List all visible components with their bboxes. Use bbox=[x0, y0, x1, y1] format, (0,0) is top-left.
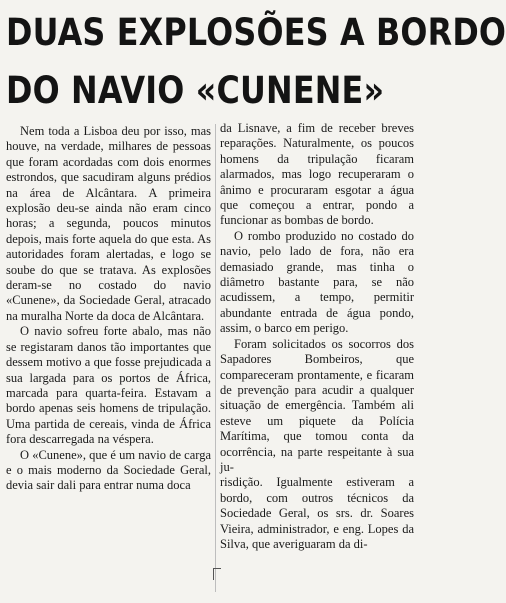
headline-line-2: DO NAVIO «CUNENE» bbox=[6, 69, 385, 112]
article-paragraph-5: Foram solicitados os socorros dos Sapadores Bombeiros, que compareceram prontamente, e ficaram de prevenção para acudir a qualquer situação de emergência. Também ali esteve um piquete da Polícia Marítima, que tomou conta da ocorrência, na parte respeitante à sua ju- bbox=[220, 336, 414, 474]
continuation-bracket bbox=[213, 568, 221, 580]
column-divider bbox=[215, 124, 216, 592]
article-paragraph-4: O rombo produzido no costado do navio, pelo lado de fora, não era demasiado grande, mas tinha o diâmetro bastante para, se não acudissem, a tempo, permitir abundante entrada de água pondo, assim, o barco em perigo. bbox=[220, 228, 414, 336]
article-paragraph-2: O navio sofreu forte abalo, mas não se registaram danos tão importantes que dessem motivo a que fosse prejudicada a sua largada para os portos de África, marcada para quarta-feira. Estavam a bordo apenas seis homens de tripulação. Uma partida de cereais, vinda de África fora descarregada na véspera. bbox=[6, 324, 211, 447]
article-left-column bbox=[6, 124, 211, 494]
article-paragraph-5-continued: risdição. Igualmente estiveram a bordo, com outros técnicos da Sociedade Geral, os srs. dr. Soares Vieira, administrador, e eng. Lopes da Silva, que averiguaram da di- bbox=[220, 475, 414, 551]
article-right-column bbox=[220, 121, 414, 552]
article-paragraph-3-continued: da Lisnave, a fim de receber breves reparações. Naturalmente, os poucos homens da tripulação ficaram alarmados, mas logo recuperaram o ânimo e procuraram esgotar a água que começou a entrar, pondo a funcionar as bombas de bordo. bbox=[220, 121, 414, 228]
headline bbox=[6, 4, 506, 120]
article-paragraph-3: O «Cunene», que é um navio de carga e o mais moderno da Sociedade Geral, devia sair dali para entrar numa doca bbox=[6, 447, 211, 493]
article-paragraph-1: Nem toda a Lisboa deu por isso, mas houve, na verdade, milhares de pessoas que foram acordadas com dois enormes estrondos, que sacudiram alguns prédios na área de Alcântara. A primeira explosão deu-se ainda não eram cinco horas; a segunda, poucos minutos depois, mais forte aquela do que esta. As autoridades foram alertadas, e logo se soube do que se tratava. As explosões deram-se no costado do navio «Cunene», da Sociedade Geral, atracado na muralha Norte da doca de Alcântara. bbox=[6, 124, 211, 323]
headline-line-1: DUAS EXPLOSÕES A BORDO bbox=[6, 11, 506, 54]
